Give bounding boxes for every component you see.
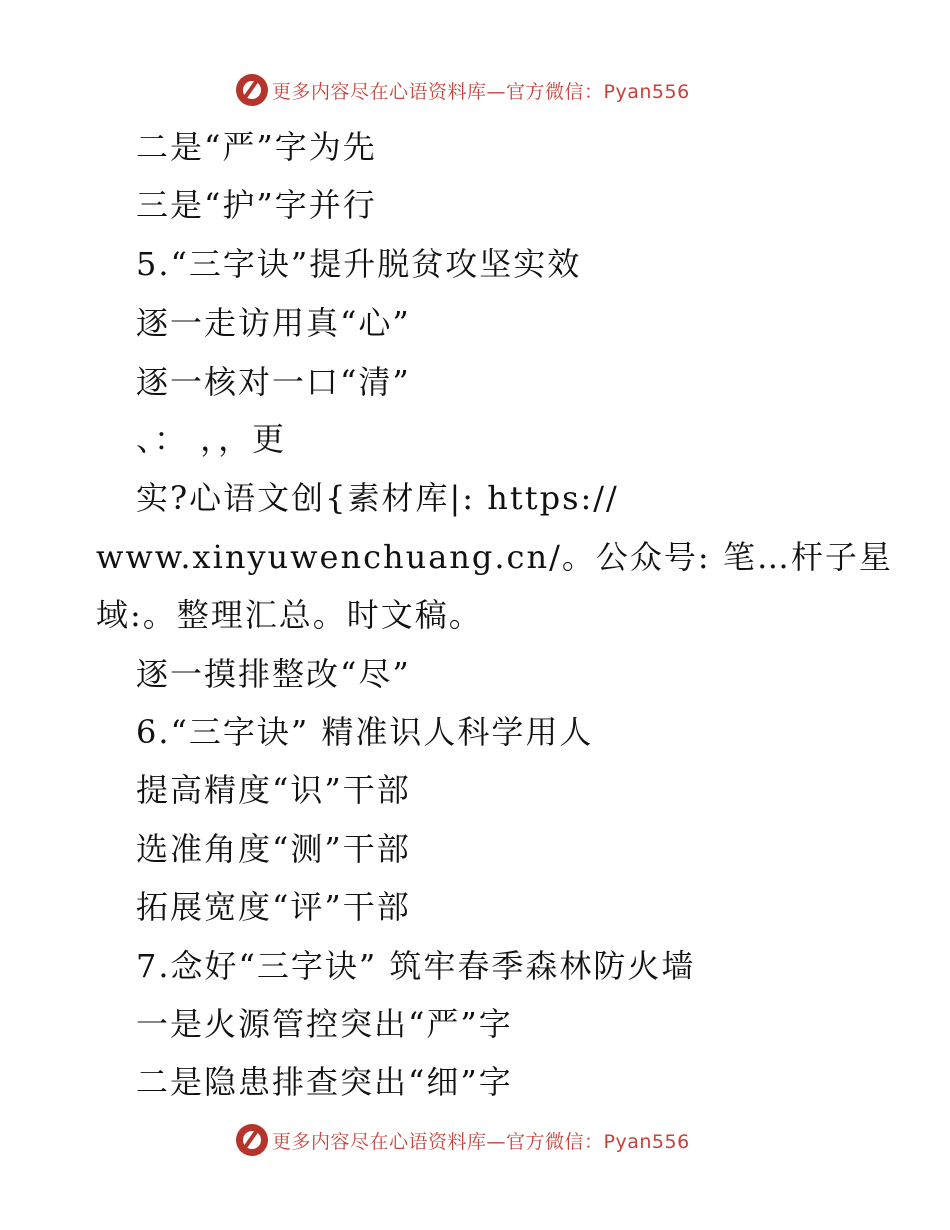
text-line: 一是火源管控突出“严”字 <box>136 1005 513 1043</box>
watermark-banner-bottom <box>236 1122 690 1158</box>
text-line: www.xinyuwenchuang.cn/。公众号: 笔…杆子星 <box>96 538 893 576</box>
text-line: 提高精度“识”干部 <box>136 771 411 809</box>
watermark-text: 更多内容尽在心语资料库—官方微信：Pyan556 <box>272 80 690 103</box>
text-line: 二是“严”字为先 <box>136 128 377 166</box>
text-line: 三是“护”字并行 <box>136 186 377 224</box>
text-line: 、： ，，更 <box>136 420 287 458</box>
text-line: 逐一摸排整改“尽” <box>136 655 411 693</box>
pen-logo-icon <box>236 74 268 106</box>
watermark-banner-top <box>236 72 690 108</box>
text-line: 实?心语文创{素材库|: https:// <box>136 479 619 517</box>
text-line: 二是隐患排查突出“细”字 <box>136 1063 513 1101</box>
text-line: 域:。整理汇总。时文稿。 <box>96 596 483 634</box>
text-line: 逐一走访用真“心” <box>136 304 411 342</box>
text-line: 选准角度“测”干部 <box>136 830 411 868</box>
section-heading: 7.念好“三字诀” 筑牢春季森林防火墙 <box>136 947 696 985</box>
text-line: 5.“三字诀”提升脱贫攻坚实效 <box>136 245 582 283</box>
text-line: 逐一核对一口“清” <box>136 363 411 401</box>
pen-logo-icon <box>236 1124 268 1156</box>
text-line: 拓展宽度“评”干部 <box>136 888 411 926</box>
section-heading: 6.“三字诀” 精准识人科学用人 <box>136 713 594 751</box>
watermark-text: 更多内容尽在心语资料库—官方微信：Pyan556 <box>272 1130 690 1153</box>
